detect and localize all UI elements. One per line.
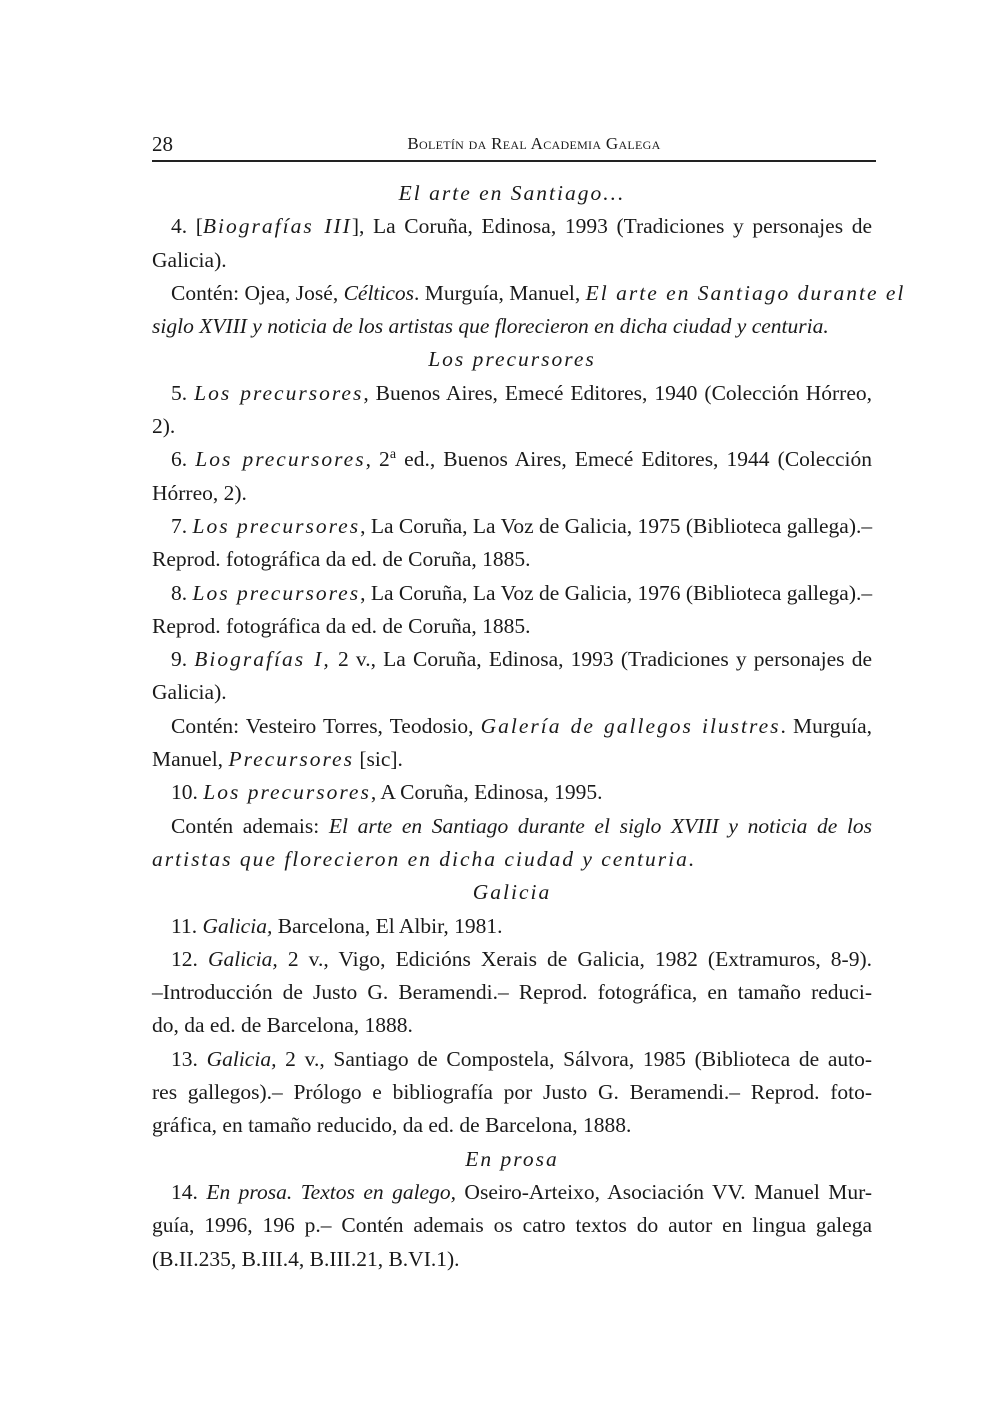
- entry-title: Galicia,: [207, 946, 278, 971]
- entry-8: 8. Los precursores, La Coruña, La Voz de Galicia, 1976 (Biblioteca gallega).– Reprod. fotográfica da ed. de Coruña, 1885.: [152, 580, 873, 638]
- entry-6: 6. Los precursores, 2$^a$ ed., Buenos Aires, Emecé Editores, 1944 (Colección Hórreo, 2).: [152, 447, 872, 505]
- entry-title: Los precursores: [203, 780, 371, 805]
- entry-title: Los precursores: [195, 447, 366, 472]
- entry-13: 13. Galicia, 2 v., Santiago de Compostela, Sálvora, 1985 (Biblioteca de auto- res gallegos).– Prólogo e bibliografía por Justo G. Beramendi.– Reprod. foto- gráfica, en tamaño reducido, da ed. de Barcelona, 1888.: [152, 1046, 872, 1138]
- entry-14: 14. En prosa. Textos en galego, Oseiro-Arteixo, Asociación VV. Manuel Mur- guía, 1996, 196 p.– Contén ademais os catro textos do autor en lingua galega (B.II.235, B.III.4, B.III.21, B.VI.1).: [152, 1179, 873, 1271]
- section-heading-precursores: Los precursores: [428, 347, 596, 372]
- header-rule: [152, 160, 876, 162]
- section-heading-arte: El arte en Santiago...: [398, 181, 626, 205]
- running-header: [152, 128, 876, 162]
- entry-4: 4. [Biografías III], La Coruña, Edinosa, 1993 (Tradiciones y personajes de Galicia).: [152, 214, 872, 272]
- entry-10: 10. Los precursores, A Coruña, Edinosa, 1995.: [171, 780, 603, 805]
- entry-5: 5. Los precursores, Buenos Aires, Emecé Editores, 1940 (Colección Hórreo, 2).: [152, 380, 872, 439]
- entry-title: En prosa. Textos en galego,: [206, 1179, 456, 1204]
- entry-7: 7. Los precursores, La Coruña, La Voz de Galicia, 1975 (Biblioteca gallega).– Reprod. fotográfica da ed. de Coruña, 1885.: [152, 513, 873, 572]
- section-heading-galicia: Galicia: [472, 880, 552, 905]
- entry-title: Biografías I,: [194, 647, 331, 672]
- contents-note-9: Contén: Vesteiro Torres, Teodosio, Galería de gallegos ilustres. Murguía, Manuel, Precursores [sic].: [152, 713, 872, 772]
- entry-11: 11. Galicia, Barcelona, El Albir, 1981.: [171, 913, 503, 938]
- contents-note-4: Contén: Ojea, José, Célticos. Murguía, Manuel, El arte en Santiago durante el siglo XVIII y noticia de los artistas que florecieron en dicha ciudad y centuria.: [152, 280, 906, 339]
- contents-note-10: Contén ademais: El arte en Santiago durante el siglo XVIII y noticia de los artistas que florecieron en dicha ciudad y centuria.: [152, 813, 873, 871]
- section-heading-en-prosa: En prosa: [465, 1146, 559, 1171]
- entry-title: Biografías III: [202, 214, 352, 239]
- entry-title: Galicia,: [202, 913, 273, 938]
- running-title: Boletín da Real Academia Galega: [407, 134, 661, 153]
- entry-title: Los precursores: [194, 380, 364, 405]
- entry-title: Los precursores: [192, 513, 361, 538]
- entry-title: Los precursores: [192, 580, 361, 605]
- entry-title: Galicia,: [206, 1046, 277, 1071]
- entry-9: 9. Biografías I, 2 v., La Coruña, Edinosa, 1993 (Tradiciones y personajes de Galicia).: [152, 647, 873, 705]
- bibliography-body: [152, 177, 906, 1276]
- page-number: 28: [152, 132, 173, 156]
- entry-12: 12. Galicia, 2 v., Vigo, Edicións Xerais de Galicia, 1982 (Extramuros, 8-9). –Introducción de Justo G. Beramendi.– Reprod. fotográfica, en tamaño reduci- do, da ed. de Barcelona, 1888.: [152, 946, 873, 1038]
